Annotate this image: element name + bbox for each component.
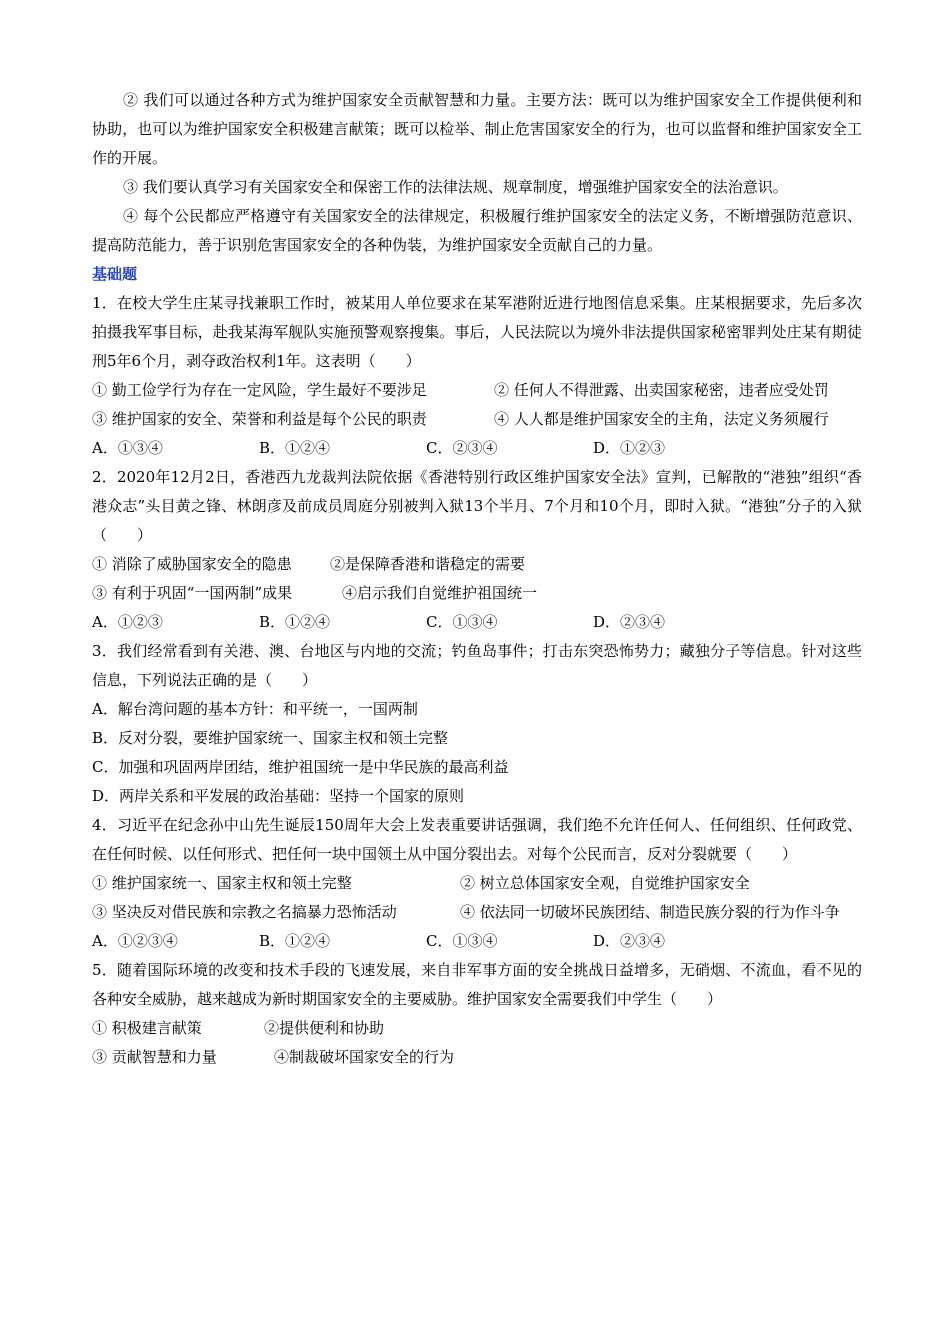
question-5	[92, 956, 862, 1072]
answer-c[interactable]: C．②③④	[426, 439, 498, 457]
option-3: ③ 维护国家的安全、荣誉和利益是每个公民的职责	[92, 410, 427, 428]
question-stem: 1．在校大学生庄某寻找兼职工作时，被某用人单位要求在某军港附近进行地图信息采集。庄某根据要求，先后多次拍摄我军事目标，赴我某海军舰队实施预警观察搜集。事后，人民法院以为境外非法提供国家秘密罪判处庄某有期徒刑5年6个月，剥夺政治权利1年。这表明（ ）	[92, 294, 862, 370]
answer-c[interactable]: C．①③④	[426, 613, 498, 631]
option-row	[92, 1043, 862, 1072]
option-row	[92, 579, 862, 608]
answer-a[interactable]: A．①②③④	[92, 932, 178, 950]
intro-paragraph-4: ④ 每个公民都应严格遵守有关国家安全的法律规定，积极履行维护国家安全的法定义务，不断增强防范意识、提高防范能力，善于识别危害国家安全的各种伪装，为维护国家安全贡献自己的力量。	[92, 207, 862, 254]
answer-c[interactable]: C．加强和巩固两岸团结，维护祖国统一是中华民族的最高利益	[92, 758, 509, 776]
question-3	[92, 637, 862, 811]
answer-choices	[92, 434, 862, 463]
option-4: ④ 人人都是维护国家安全的主角，法定义务须履行	[494, 410, 829, 428]
option-2: ② 任何人不得泄露、出卖国家秘密，违者应受处罚	[494, 381, 829, 399]
answer-d[interactable]: D．②③④	[593, 613, 666, 631]
answer-d[interactable]: D．②③④	[593, 932, 666, 950]
option-row	[92, 550, 862, 579]
option-2: ②提供便利和协助	[264, 1019, 385, 1037]
option-4: ④ 依法同一切破坏民族团结、制造民族分裂的行为作斗争	[460, 903, 840, 921]
answer-a[interactable]: A．①②③	[92, 613, 163, 631]
answer-d[interactable]: D．两岸关系和平发展的政治基础：坚持一个国家的原则	[92, 787, 465, 805]
option-1: ① 积极建言献策	[92, 1019, 202, 1037]
option-3: ③ 有利于巩固“一国两制”成果	[92, 584, 293, 602]
question-stem: 3．我们经常看到有关港、澳、台地区与内地的交流；钓鱼岛事件；打击东突恐怖势力；藏独分子等信息。针对这些信息，下列说法正确的是（ ）	[92, 642, 862, 689]
question-2	[92, 463, 862, 637]
option-row	[92, 405, 862, 434]
option-2: ②是保障香港和谐稳定的需要	[330, 555, 526, 573]
section-title: 基础题	[92, 265, 138, 283]
option-row	[92, 898, 862, 927]
answer-b[interactable]: B．①②④	[259, 932, 331, 950]
answer-a[interactable]: A．解台湾问题的基本方针：和平统一，一国两制	[92, 700, 418, 718]
answer-b[interactable]: B．①②④	[259, 439, 331, 457]
answer-b[interactable]: B．反对分裂，要维护国家统一、国家主权和领土完整	[92, 729, 449, 747]
question-1	[92, 289, 862, 463]
option-4: ④启示我们自觉维护祖国统一	[342, 584, 538, 602]
question-stem: 5．随着国际环境的改变和技术手段的飞速发展，来自非军事方面的安全挑战日益增多，无硝烟、不流血，看不见的各种安全威胁，越来越成为新时期国家安全的主要威胁。维护国家安全需要我们中学生（ ）	[92, 961, 862, 1008]
option-3: ③ 贡献智慧和力量	[92, 1048, 217, 1066]
document-page	[92, 86, 862, 1072]
option-1: ① 消除了威胁国家安全的隐患	[92, 555, 292, 573]
option-3: ③ 坚决反对借民族和宗教之名搞暴力恐怖活动	[92, 903, 397, 921]
option-1: ① 维护国家统一、国家主权和领土完整	[92, 874, 352, 892]
question-stem: 4．习近平在纪念孙中山先生诞辰150周年大会上发表重要讲话强调，我们绝不允许任何人、任何组织、任何政党、在任何时候、以任何形式、把任何一块中国领土从中国分裂出去。对每个公民而言，反对分裂就要（ ）	[92, 816, 862, 863]
intro-paragraph-2: ② 我们可以通过各种方式为维护国家安全贡献智慧和力量。主要方法：既可以为维护国家安全工作提供便利和协助，也可以为维护国家安全积极建言献策；既可以检举、制止危害国家安全的行为，也可以监督和维护国家安全工作的开展。	[92, 91, 862, 167]
answer-choices	[92, 927, 862, 956]
option-row	[92, 1014, 862, 1043]
option-4: ④制裁破坏国家安全的行为	[274, 1048, 455, 1066]
answer-a[interactable]: A．①③④	[92, 439, 163, 457]
answer-d[interactable]: D．①②③	[593, 439, 666, 457]
answer-c[interactable]: C．①③④	[426, 932, 498, 950]
question-4	[92, 811, 862, 956]
option-row	[92, 376, 862, 405]
option-2: ② 树立总体国家安全观，自觉维护国家安全	[460, 874, 750, 892]
option-row	[92, 869, 862, 898]
answer-choices	[92, 608, 862, 637]
intro-paragraph-3: ③ 我们要认真学习有关国家安全和保密工作的法律法规、规章制度，增强维护国家安全的法治意识。	[123, 178, 788, 196]
answer-b[interactable]: B．①②④	[259, 613, 331, 631]
option-1: ① 勤工俭学行为存在一定风险，学生最好不要涉足	[92, 381, 427, 399]
question-stem: 2．2020年12月2日，香港西九龙裁判法院依据《香港特别行政区维护国家安全法》宣判，已解散的“港独”组织“香港众志”头目黄之锋、林朗彦及前成员周庭分别被判入狱13个半月、7个月和10个月，即时入狱。“港独”分子的入狱（ ）	[92, 468, 862, 544]
